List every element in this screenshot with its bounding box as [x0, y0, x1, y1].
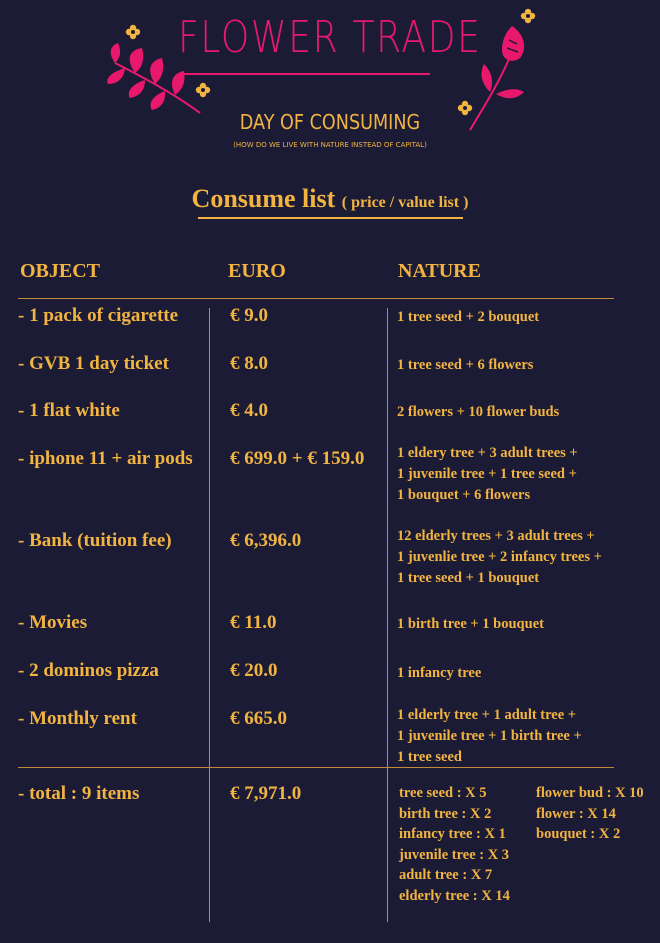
flower-icon	[125, 24, 141, 40]
row-euro: € 8.0	[230, 353, 268, 374]
title-underline	[180, 73, 430, 75]
row-euro: € 699.0 + € 159.0	[230, 448, 365, 469]
row-nature: 1 tree seed + 2 bouquet	[397, 309, 540, 325]
total-nature-right: flower bud : X 10 flower : X 14 bouquet : X 2	[536, 785, 644, 842]
row-object: - 1 flat white	[18, 400, 120, 421]
row-nature: 1 eldery tree + 3 adult trees + 1 juvenile tree + 1 tree seed + 1 bouquet + 6 flowers	[397, 445, 578, 503]
header	[0, 0, 660, 170]
column-divider-left	[209, 308, 210, 922]
row-euro: € 4.0	[230, 400, 268, 421]
list-title	[180, 184, 480, 214]
row-object: - GVB 1 day ticket	[18, 353, 169, 374]
row-nature: 12 elderly trees + 3 adult trees + 1 juvenlie tree + 2 infancy trees + 1 tree seed + 1 bouquet	[397, 528, 602, 586]
row-object: - iphone 11 + air pods	[18, 448, 193, 469]
row-object: - 1 pack of cigarette	[18, 305, 179, 326]
column-header-nature: NATURE	[398, 260, 481, 282]
column-header-object: OBJECT	[20, 260, 101, 282]
flower-icon	[195, 82, 211, 98]
row-object: - 2 dominos pizza	[18, 660, 159, 681]
row-euro: € 9.0	[230, 305, 268, 326]
list-title-underline	[198, 217, 463, 219]
row-object: - Monthly rent	[18, 708, 137, 729]
total-object: - total : 9 items	[18, 783, 140, 804]
row-euro: € 11.0	[230, 612, 277, 633]
row-object: - Movies	[18, 612, 88, 633]
row-euro: € 20.0	[230, 660, 278, 681]
column-header-euro: EURO	[228, 260, 286, 282]
page-tagline: (HOW DO WE LIVE WITH NATURE INSTEAD OF CAPITAL)	[233, 141, 427, 149]
page-subtitle: DAY OF CONSUMING	[239, 110, 421, 134]
column-divider-right	[387, 308, 388, 922]
row-nature: 2 flowers + 10 flower buds	[397, 404, 560, 420]
row-euro: € 6,396.0	[230, 530, 302, 551]
list-title-main: Consume list	[191, 184, 336, 213]
total-euro: € 7,971.0	[230, 783, 302, 804]
row-object: - Bank (tuition fee)	[18, 530, 172, 551]
row-nature: 1 birth tree + 1 bouquet	[397, 616, 544, 632]
row-nature: 1 tree seed + 6 flowers	[397, 357, 534, 373]
list-title-note: ( price / value list )	[341, 194, 469, 211]
row-euro: € 665.0	[230, 708, 287, 729]
page-title: FLOWER TRADE	[178, 12, 482, 63]
row-nature: 1 infancy tree	[397, 665, 482, 681]
row-nature: 1 elderly tree + 1 adult tree + 1 juvenile tree + 1 birth tree + 1 tree seed	[397, 707, 582, 765]
header-divider	[18, 298, 614, 299]
total-nature-left: tree seed : X 5 birth tree : X 2 infancy tree : X 1 juvenile tree : X 3 adult tree : X 7 elderly tree : X 14	[399, 785, 510, 904]
